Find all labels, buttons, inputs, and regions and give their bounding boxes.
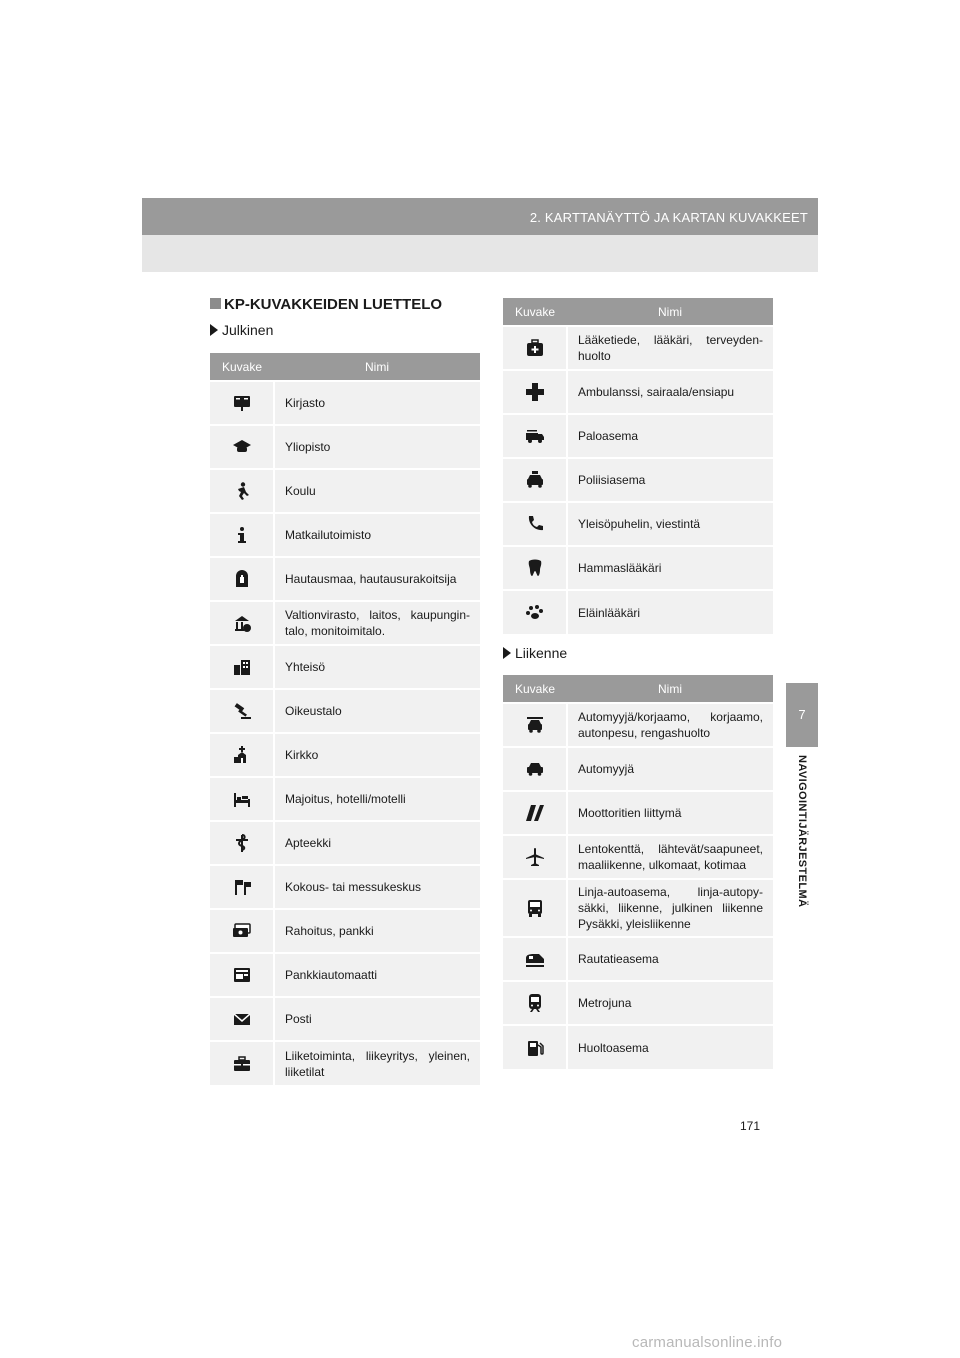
icon-cell: [503, 937, 567, 981]
name-cell: Ambulanssi, sairaala/ensiapu: [567, 370, 773, 414]
table-row: [210, 557, 480, 601]
police-car-icon: [525, 472, 545, 486]
name-cell: Lentokenttä, lähtevät/saapuneet, maaliikenne, ulkomaat, kotimaa: [567, 835, 773, 879]
icon-cell: [210, 821, 274, 865]
table-row: [503, 791, 773, 835]
subhead-traffic-text: Liikenne: [515, 645, 568, 661]
icon-cell: [210, 777, 274, 821]
name-cell: Huoltoasema: [567, 1025, 773, 1069]
table-row: [503, 326, 773, 370]
icon-cell: [210, 601, 274, 645]
name-cell: Kokous- tai messukeskus: [274, 865, 480, 909]
name-cell: Yleisöpuhelin, viestintä: [567, 502, 773, 546]
section-title: [210, 296, 442, 313]
column-header-icon: Kuvake: [503, 675, 567, 703]
icon-cell: [210, 953, 274, 997]
column-header-icon: Kuvake: [503, 298, 567, 326]
flags-icon: [232, 879, 252, 893]
name-cell: Valtionvirasto, laitos, kaupungin-talo, monitoimitalo.: [274, 601, 480, 645]
column-header-name: Nimi: [567, 298, 773, 326]
table-row: [210, 1041, 480, 1085]
name-cell: Linja-autoasema, linja-autopy-säkki, liikenne, julkinen liikenne Pysäkki, yleisliikenne: [567, 879, 773, 937]
chapter-side-label-text: NAVIGOINTIJÄRJESTELMÄ: [796, 755, 808, 908]
icon-cell: [503, 835, 567, 879]
column-header-name: Nimi: [567, 675, 773, 703]
icon-cell: [210, 381, 274, 425]
bed-icon: [232, 791, 252, 805]
table-row: [210, 425, 480, 469]
table-header-row: [210, 353, 480, 381]
gavel-icon: [232, 703, 252, 717]
church-icon: [232, 747, 252, 761]
table-row: [210, 689, 480, 733]
column-header-icon: Kuvake: [210, 353, 274, 381]
poi-table-health: [503, 298, 773, 634]
name-cell: Matkailutoimisto: [274, 513, 480, 557]
table-row: [503, 590, 773, 634]
icon-cell: [503, 981, 567, 1025]
medical-bag-icon: [525, 340, 545, 354]
name-cell: Pankkiautomaatti: [274, 953, 480, 997]
chapter-tab: [786, 683, 818, 747]
name-cell: Kirjasto: [274, 381, 480, 425]
name-cell: Lääketiede, lääkäri, terveyden-huolto: [567, 326, 773, 370]
bus-icon: [525, 900, 545, 914]
poi-table-traffic: [503, 675, 773, 1069]
school-child-icon: [232, 483, 252, 497]
triangle-bullet-icon: [503, 647, 511, 659]
page-number: 171: [740, 1119, 761, 1133]
icon-cell: [503, 458, 567, 502]
metro-icon: [525, 995, 545, 1009]
icon-cell: [503, 590, 567, 634]
triangle-bullet-icon: [210, 324, 218, 336]
airplane-icon: [525, 849, 545, 863]
name-cell: Kirkko: [274, 733, 480, 777]
table-row: [210, 953, 480, 997]
name-cell: Hautausmaa, hautausurakoitsija: [274, 557, 480, 601]
paw-icon: [525, 605, 545, 619]
name-cell: Rahoitus, pankki: [274, 909, 480, 953]
name-cell: Automyyjä: [567, 747, 773, 791]
subhead-public-text: Julkinen: [222, 322, 274, 338]
name-cell: Moottoritien liittymä: [567, 791, 773, 835]
table-row: [503, 546, 773, 590]
name-cell: Eläinlääkäri: [567, 590, 773, 634]
highway-exit-icon: [525, 805, 545, 819]
icon-cell: [503, 703, 567, 747]
name-cell: Oikeustalo: [274, 689, 480, 733]
column-header-name: Nimi: [274, 353, 480, 381]
icon-cell: [503, 326, 567, 370]
icon-cell: [503, 879, 567, 937]
name-cell: Hammaslääkäri: [567, 546, 773, 590]
table-row: [210, 645, 480, 689]
fuel-pump-icon: [525, 1040, 545, 1054]
icon-cell: [503, 414, 567, 458]
icon-cell: [503, 502, 567, 546]
table-row: [503, 879, 773, 937]
name-cell: Koulu: [274, 469, 480, 513]
chapter-header: [142, 198, 818, 235]
table-header-row: [503, 298, 773, 326]
icon-cell: [210, 865, 274, 909]
table-row: [503, 981, 773, 1025]
library-icon: [232, 395, 252, 409]
subhead-traffic: [503, 645, 567, 661]
icon-cell: [210, 425, 274, 469]
table-row: [210, 469, 480, 513]
briefcase-icon: [232, 1056, 252, 1070]
table-row: [210, 513, 480, 557]
table-row: [210, 997, 480, 1041]
name-cell: Metrojuna: [567, 981, 773, 1025]
name-cell: Yliopisto: [274, 425, 480, 469]
car-icon: [525, 761, 545, 775]
table-row: [210, 601, 480, 645]
icon-cell: [210, 689, 274, 733]
car-service-icon: [525, 717, 545, 731]
community-icon: [232, 659, 252, 673]
chapter-title: 2. KARTTANÄYTTÖ JA KARTAN KUVAKKEET: [529, 210, 808, 225]
name-cell: Rautatieasema: [567, 937, 773, 981]
poi-table-public: [210, 353, 480, 1085]
table-row: [210, 777, 480, 821]
table-row: [503, 1025, 773, 1069]
icon-cell: [210, 733, 274, 777]
phone-icon: [525, 516, 545, 530]
table-row: [503, 414, 773, 458]
table-row: [503, 502, 773, 546]
icon-cell: [503, 1025, 567, 1069]
icon-cell: [503, 370, 567, 414]
icon-cell: [210, 557, 274, 601]
table-row: [503, 937, 773, 981]
icon-cell: [210, 1041, 274, 1085]
government-building-icon: [232, 615, 252, 629]
chapter-side-label: [790, 755, 814, 935]
table-row: [210, 381, 480, 425]
name-cell: Posti: [274, 997, 480, 1041]
icon-cell: [210, 645, 274, 689]
name-cell: Poliisiasema: [567, 458, 773, 502]
table-row: [503, 835, 773, 879]
cross-icon: [525, 384, 545, 398]
name-cell: Liiketoiminta, liikeyritys, yleinen, liiketilat: [274, 1041, 480, 1085]
name-cell: Apteekki: [274, 821, 480, 865]
section-title-text: KP-KUVAKKEIDEN LUETTELO: [224, 296, 443, 313]
table-row: [210, 821, 480, 865]
subhead-public: [210, 322, 273, 338]
train-icon: [525, 951, 545, 965]
icon-cell: [210, 997, 274, 1041]
icon-cell: [503, 791, 567, 835]
pharmacy-icon: [232, 835, 252, 849]
name-cell: Majoitus, hotelli/motelli: [274, 777, 480, 821]
icon-cell: [503, 546, 567, 590]
tooth-icon: [525, 560, 545, 574]
header-sub-band: [142, 235, 818, 272]
fire-truck-icon: [525, 428, 545, 442]
name-cell: Yhteisö: [274, 645, 480, 689]
table-row: [210, 909, 480, 953]
table-header-row: [503, 675, 773, 703]
table-row: [503, 370, 773, 414]
watermark: carmanualsonline.info: [632, 1334, 783, 1351]
info-icon: [232, 527, 252, 541]
chapter-number: 7: [798, 707, 806, 722]
table-row: [503, 747, 773, 791]
graduation-cap-icon: [232, 439, 252, 453]
icon-cell: [503, 747, 567, 791]
name-cell: Automyyjä/korjaamo, korjaamo, autonpesu, rengashuolto: [567, 703, 773, 747]
table-row: [210, 733, 480, 777]
icon-cell: [210, 513, 274, 557]
square-bullet-icon: [210, 298, 221, 309]
table-row: [503, 458, 773, 502]
envelope-icon: [232, 1011, 252, 1025]
table-row: [210, 865, 480, 909]
table-row: [503, 703, 773, 747]
icon-cell: [210, 469, 274, 513]
atm-icon: [232, 967, 252, 981]
banknote-icon: [232, 923, 252, 937]
gravestone-icon: [232, 571, 252, 585]
icon-cell: [210, 909, 274, 953]
name-cell: Paloasema: [567, 414, 773, 458]
